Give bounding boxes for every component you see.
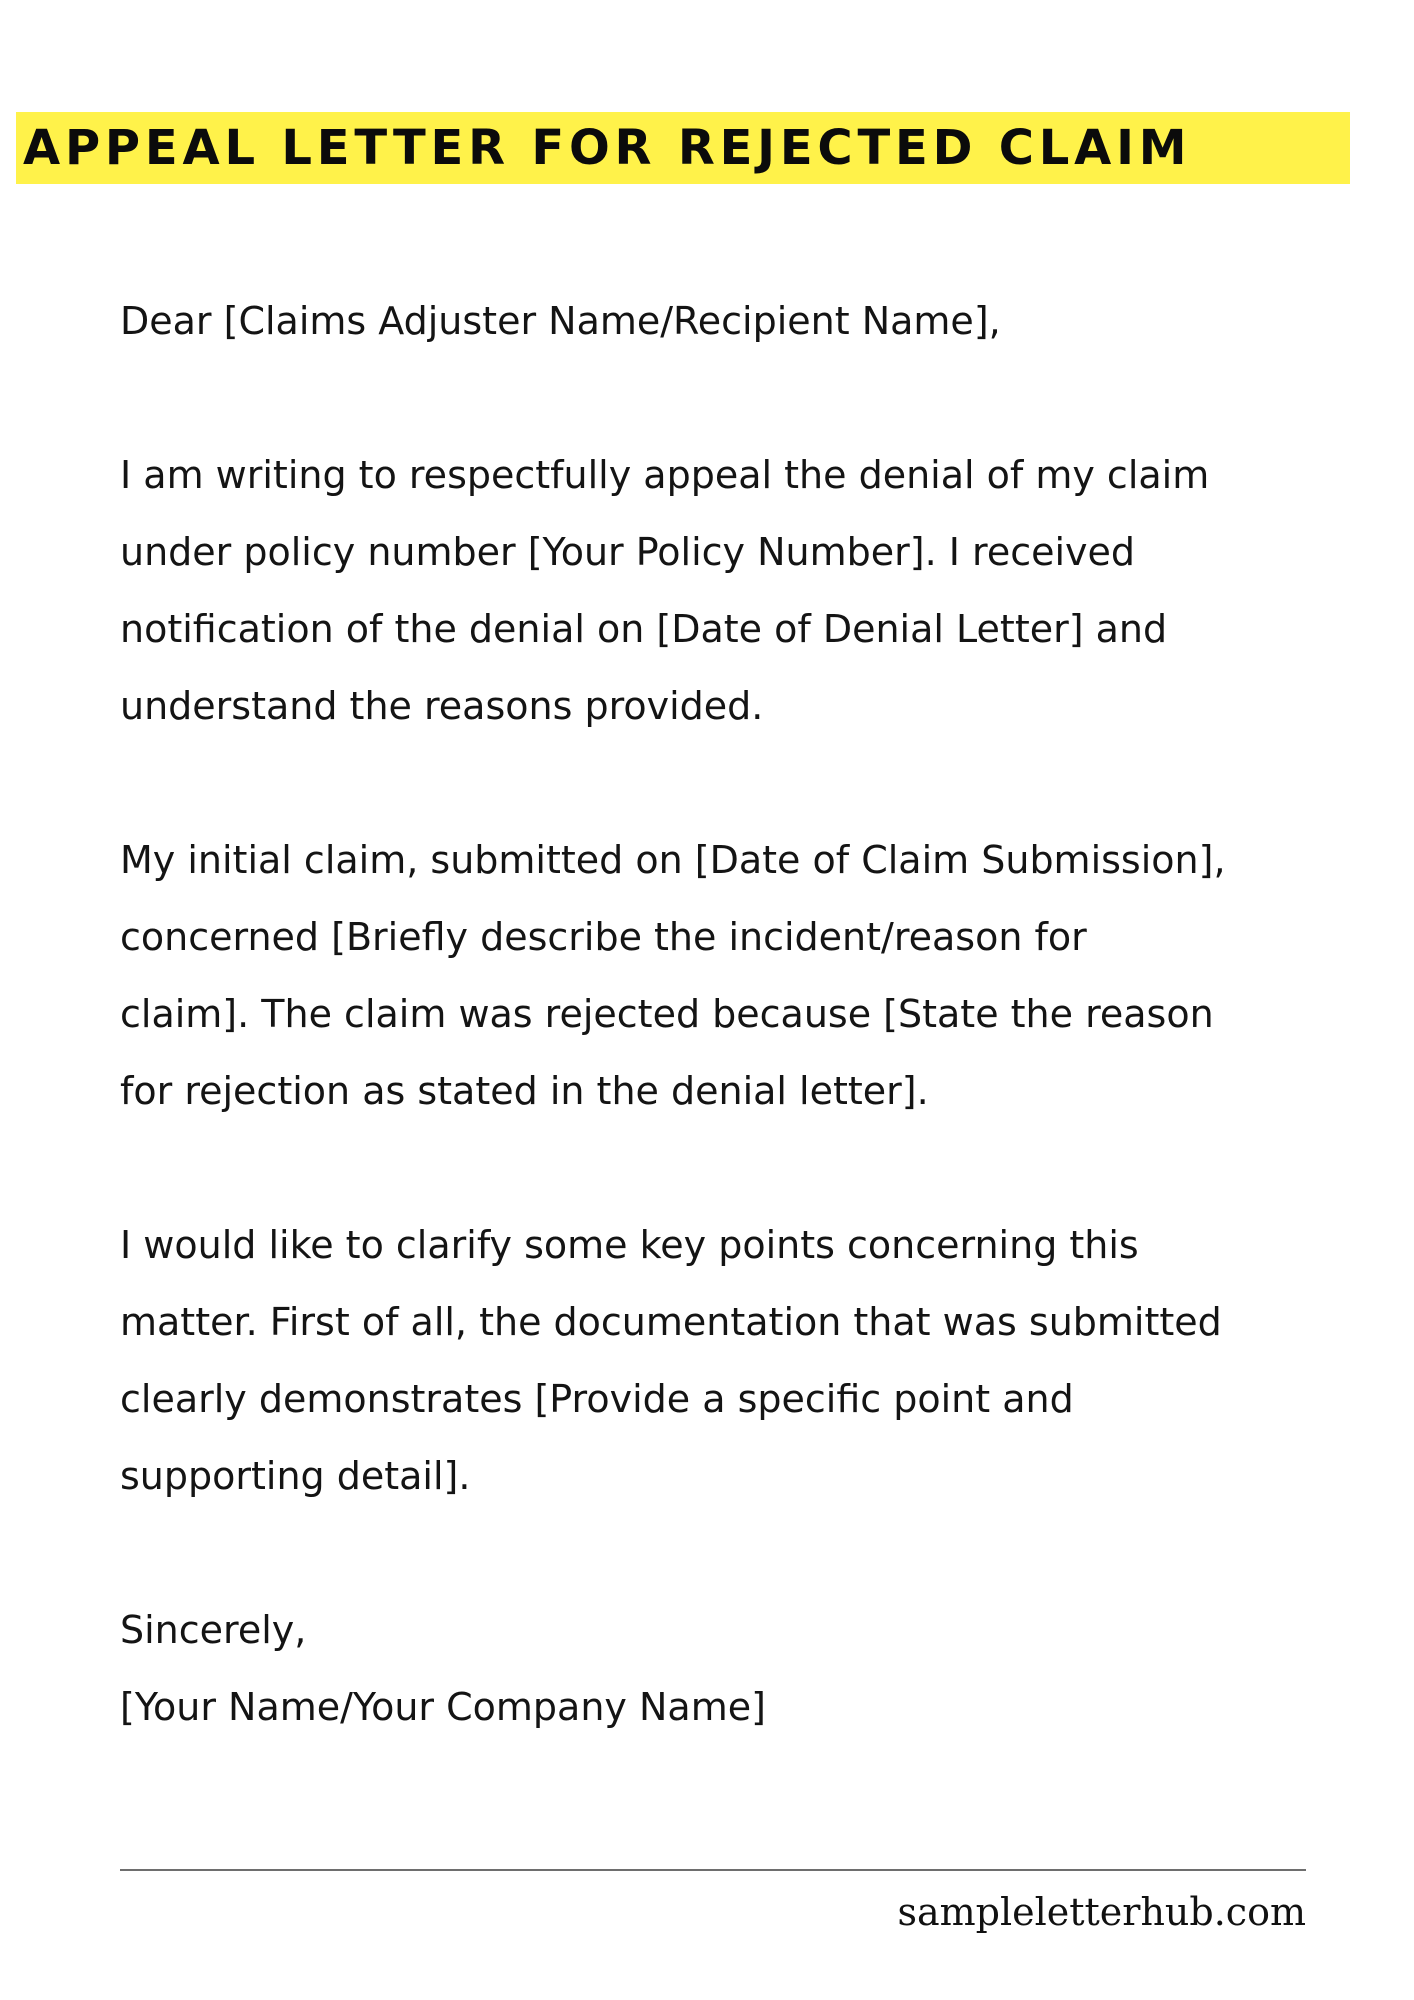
paragraph-line: under policy number [Your Policy Number]. I received xyxy=(120,530,1136,574)
footer-divider xyxy=(120,1869,1306,1871)
greeting: Dear [Claims Adjuster Name/Recipient Name], xyxy=(120,299,1001,343)
paragraph-line: concerned [Briefly describe the incident/reason for xyxy=(120,915,1087,959)
paragraph-line: I am writing to respectfully appeal the denial of my claim xyxy=(120,453,1210,497)
signature: [Your Name/Your Company Name] xyxy=(120,1685,766,1729)
paragraph-line: My initial claim, submitted on [Date of Claim Submission], xyxy=(120,838,1226,882)
page-title: APPEAL LETTER FOR REJECTED CLAIM xyxy=(23,120,1192,176)
paragraph-line: supporting detail]. xyxy=(120,1454,471,1498)
paragraph-spacer xyxy=(120,745,1370,822)
paragraph-spacer xyxy=(120,360,1370,437)
paragraph-line: I would like to clarify some key points concerning this xyxy=(120,1223,1139,1267)
paragraph-line: for rejection as stated in the denial letter]. xyxy=(120,1069,929,1113)
paragraph-line: claim]. The claim was rejected because [State the reason xyxy=(120,992,1214,1036)
footer-website: sampleletterhub.com xyxy=(897,1890,1306,1934)
letter-body xyxy=(120,283,1370,1746)
paragraph-3 xyxy=(120,1207,1370,1515)
paragraph-line: understand the reasons provided. xyxy=(120,684,764,728)
paragraph-line: notification of the denial on [Date of Denial Letter] and xyxy=(120,607,1168,651)
paragraph-spacer xyxy=(120,1130,1370,1207)
closing: Sincerely, xyxy=(120,1608,307,1652)
paragraph-spacer xyxy=(120,1515,1370,1592)
paragraph-2 xyxy=(120,822,1370,1130)
paragraph-line: matter. First of all, the documentation that was submitted xyxy=(120,1300,1222,1344)
paragraph-1 xyxy=(120,437,1370,745)
paragraph-line: clearly demonstrates [Provide a specific point and xyxy=(120,1377,1074,1421)
